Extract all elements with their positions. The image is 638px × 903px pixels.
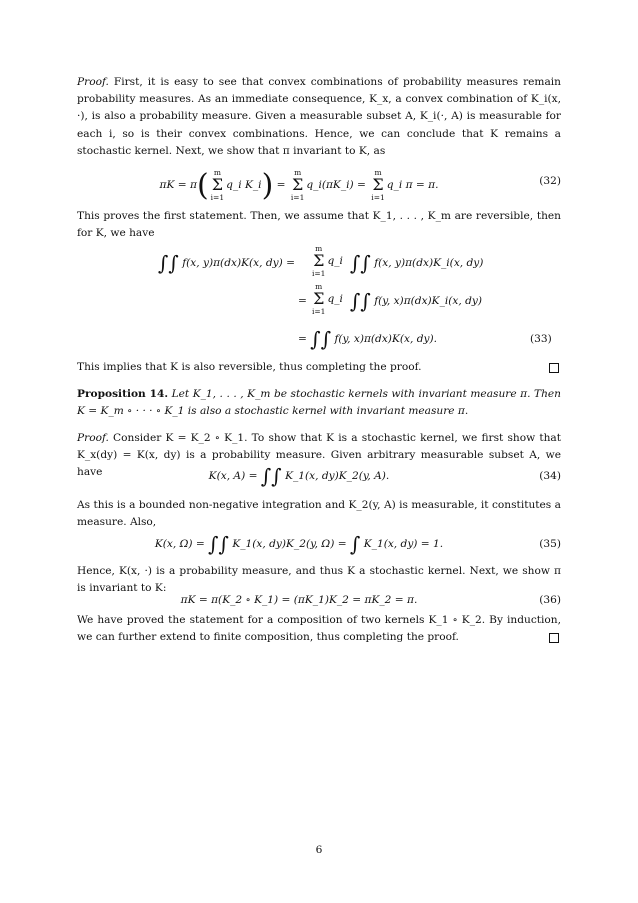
equation-number: (32) (539, 175, 561, 187)
equation-34 (77, 466, 561, 486)
proof-label: Proof. (77, 76, 109, 88)
equation-number: (34) (539, 470, 561, 482)
equation-number: (33) (530, 333, 552, 345)
proposition-label: Proposition 14. (77, 388, 169, 400)
proposition-14 (77, 386, 561, 420)
equation-36 (77, 590, 561, 610)
paragraph-6-text: Hence, K(x, ·) is a probability measure, and thus K a stochastic kernel. Next, we show π is invariant to K: (77, 565, 561, 595)
eq32-rhs: q_i π = π. (386, 179, 439, 191)
proposition-text: Let K_1, . . . , K_m be stochastic kernels with invariant measure π. Then K = K_m ∘ · · · ∘ K_1 is also a stochastic kernel with invariant measure π. (77, 388, 561, 418)
paragraph-3-text: This implies that K is also reversible, thus completing the proof. (77, 361, 422, 373)
proof-text: Consider K = K_2 ∘ K_1. To show that K is a stochastic kernel, we first show that K_x(dy) = K(x, dy) is a probability measure. Given arbitrary measurable subset A, we have (77, 432, 561, 479)
page-number: 6 (315, 844, 323, 856)
eq33-line-2-eq: = (298, 295, 307, 307)
equation-number: (36) (539, 594, 561, 606)
paragraph-7 (77, 612, 561, 646)
qed-icon (549, 633, 559, 643)
paragraph-5 (77, 497, 561, 531)
eq32-mid-term: q_i(πK_i) = (306, 179, 366, 191)
sum-symbol: m Σ i=1 (371, 168, 385, 202)
eq33-line-1-sum: m Σ i=1 q_i (312, 244, 343, 278)
eq33-line-3: = ∫∫ f(y, x)π(dx)K(x, dy). (298, 327, 437, 351)
eq33-line-1-rhs: ∫∫ f(x, y)π(dx)K_i(x, dy) (350, 251, 484, 275)
paragraph-2 (77, 208, 561, 242)
sum-symbol: m Σ i=1 (210, 168, 225, 202)
paragraph-3 (77, 359, 561, 376)
proof-text: First, it is easy to see that convex combinations of probability measures remain probability measures. As an immediate consequence, K_x, a convex combination of K_i(x, ·), is also a probability measure. Given a measurable subset A, K_i(·, A) is measurable for each i, so is their convex combinations. Hence, we can conclude that K remains a stochastic kernel. Next, we show that π invariant to K, as (77, 76, 561, 157)
equation-35-body: K(x, Ω) = ∫∫ K_1(x, dy)K_2(y, Ω) = ∫ K_1(x, dy) = 1. (154, 532, 444, 556)
sum-symbol: m Σ i=1 (290, 168, 305, 202)
equation-34-body: K(x, A) = ∫∫ K_1(x, dy)K_2(y, A). (208, 464, 390, 488)
eq33-line-1-lhs: ∫∫ f(x, y)π(dx)K(x, dy) = (158, 251, 295, 275)
eq32-lhs: πK = π (159, 179, 197, 191)
equation-number: (35) (539, 538, 561, 550)
eq32-inner: q_i K_i (226, 179, 262, 191)
paragraph-5-text: As this is a bounded non-negative integration and K_2(y, A) is measurable, it constitutes a measure. Also, (77, 499, 561, 529)
paragraph-7-text: We have proved the statement for a composition of two kernels K_1 ∘ K_2. By induction, we can further extend to finite composition, thus completing the proof. (77, 614, 561, 644)
eq33-line-2-sum: m Σ i=1 q_i (312, 282, 343, 316)
proof-label: Proof. (77, 432, 109, 444)
eq33-line-2-rhs: ∫∫ f(y, x)π(dx)K_i(x, dy) (350, 289, 483, 313)
proof-paragraph-1 (77, 74, 561, 160)
eq32-equals: = (276, 179, 289, 191)
equation-32-body: πK = π( m Σ i=1 q_i K_i) = m Σ i=1 q_i(πK_i) = m Σ i=1 q_i π = π. (159, 168, 439, 203)
equation-36-body: πK = π(K_2 ∘ K_1) = (πK_1)K_2 = πK_2 = π. (180, 594, 418, 606)
equation-35 (77, 534, 561, 554)
qed-icon (549, 363, 559, 373)
equation-32 (77, 168, 561, 203)
paragraph-2-text: This proves the first statement. Then, we assume that K_1, . . . , K_m are reversible, then for K, we have (77, 210, 561, 240)
